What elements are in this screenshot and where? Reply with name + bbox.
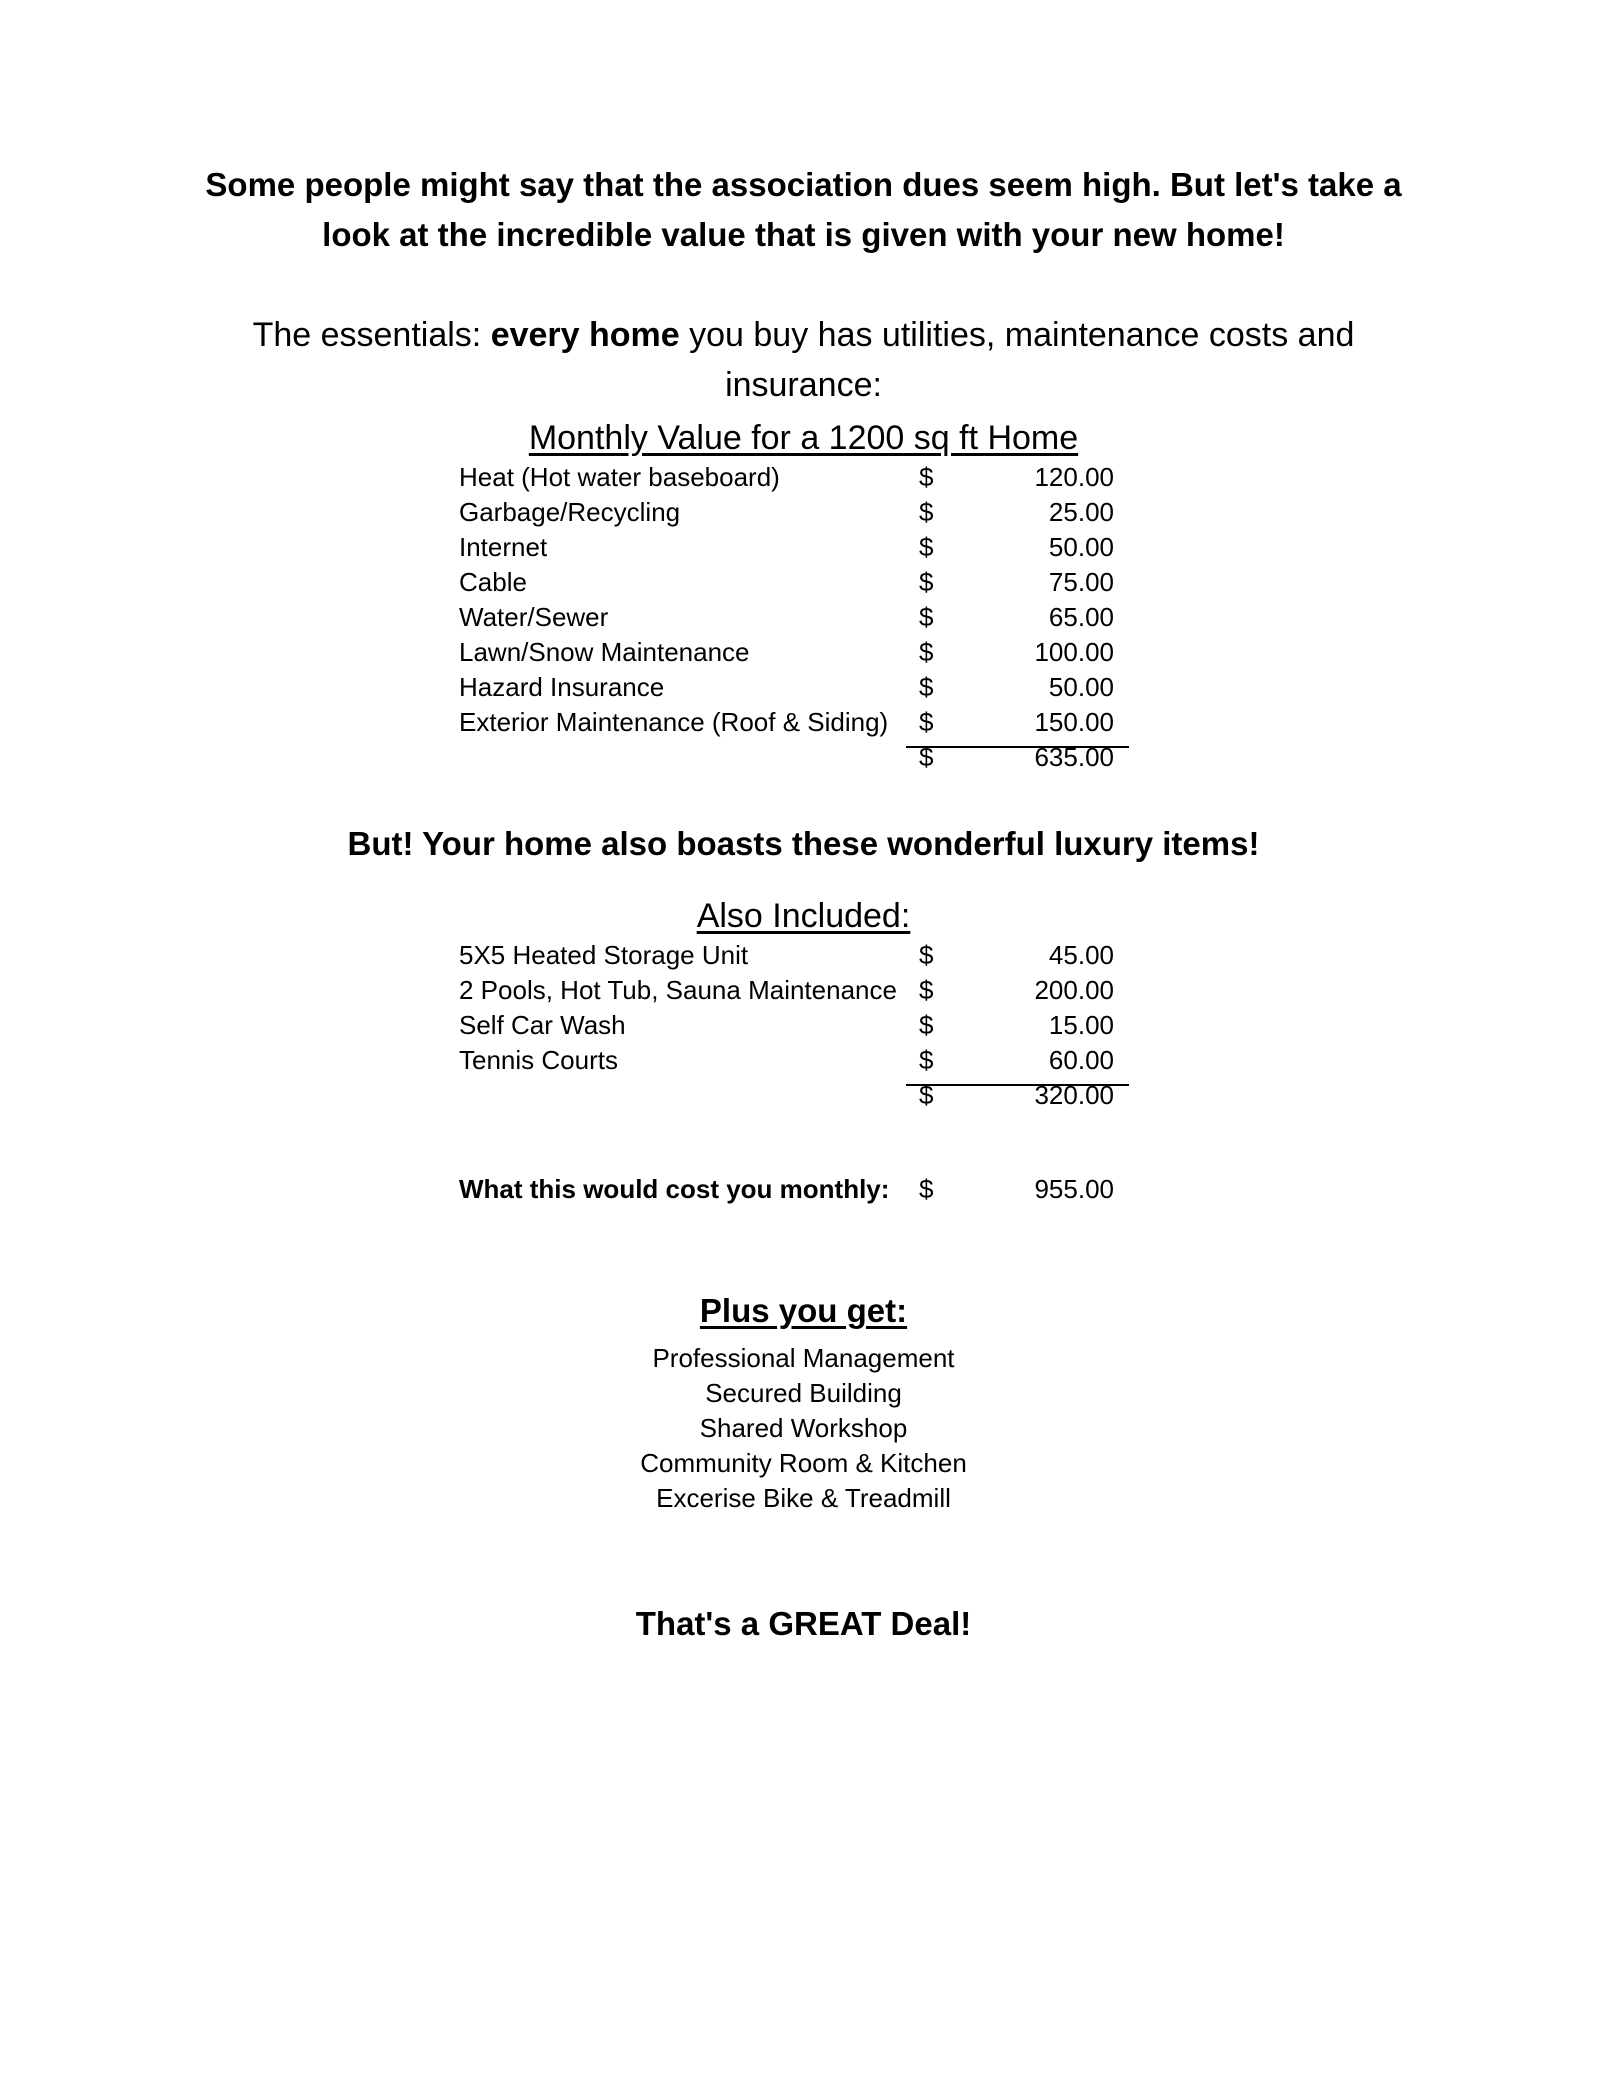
- total-currency: $: [919, 1080, 934, 1110]
- row-currency: $: [919, 1045, 934, 1075]
- row-label: Exterior Maintenance (Roof & Siding): [459, 707, 889, 737]
- row-label: Self Car Wash: [459, 1010, 626, 1040]
- total-amount: 635.00: [1034, 742, 1114, 772]
- total-amount: 320.00: [1034, 1080, 1114, 1110]
- row-currency: $: [919, 567, 934, 597]
- plus-list: [200, 1341, 1407, 1516]
- essentials-bold: every home: [490, 316, 680, 354]
- row-amount: 60.00: [1048, 1045, 1114, 1075]
- row-label: 5X5 Heated Storage Unit: [459, 940, 749, 970]
- table-row: [459, 938, 1129, 973]
- table-row: [459, 1008, 1129, 1043]
- row-amount: 65.00: [1048, 602, 1114, 632]
- closing-headline: That's a GREAT Deal!: [635, 1605, 972, 1642]
- row-currency: $: [919, 707, 934, 737]
- list-item: Community Room & Kitchen: [640, 1448, 967, 1478]
- monthly-value-table: [459, 460, 1129, 775]
- essentials-prefix: The essentials:: [252, 316, 491, 354]
- row-amount: 150.00: [1034, 707, 1114, 737]
- table-row: [459, 600, 1129, 635]
- monthly-cost-label: What this would cost you monthly:: [459, 1174, 890, 1204]
- table-row: [459, 670, 1129, 705]
- table-row: [459, 1043, 1129, 1078]
- row-currency: $: [919, 637, 934, 667]
- row-label: Cable: [459, 567, 527, 597]
- row-currency: $: [919, 1010, 934, 1040]
- list-item: Secured Building: [705, 1378, 902, 1408]
- row-label: Heat (Hot water baseboard): [459, 462, 780, 492]
- row-currency: $: [919, 672, 934, 702]
- row-amount: 25.00: [1048, 497, 1114, 527]
- essentials-suffix: you buy has utilities, maintenance costs and insurance:: [679, 316, 1355, 404]
- table-row: [459, 460, 1129, 495]
- monthly-value-title: Monthly Value for a 1200 sq ft Home: [528, 419, 1079, 457]
- row-currency: $: [919, 497, 934, 527]
- monthly-cost-currency: $: [919, 1174, 934, 1204]
- table-row: [459, 495, 1129, 530]
- plus-you-get-title: Plus you get:: [699, 1292, 908, 1329]
- row-amount: 75.00: [1048, 567, 1114, 597]
- list-item: Shared Workshop: [699, 1413, 908, 1443]
- row-label: Tennis Courts: [459, 1045, 618, 1075]
- row-label: Internet: [459, 532, 548, 562]
- row-label: Water/Sewer: [459, 602, 609, 632]
- list-item: Professional Management: [652, 1343, 955, 1373]
- table-row: [459, 973, 1129, 1008]
- row-amount: 15.00: [1048, 1010, 1114, 1040]
- total-currency: $: [919, 742, 934, 772]
- table-row: [459, 635, 1129, 670]
- also-included-title: Also Included:: [696, 897, 911, 935]
- row-label: Hazard Insurance: [459, 672, 665, 702]
- row-amount: 100.00: [1034, 637, 1114, 667]
- monthly-cost-row: [459, 1172, 1129, 1207]
- total-row: [459, 740, 1129, 775]
- table-row: [459, 530, 1129, 565]
- row-amount: 120.00: [1034, 462, 1114, 492]
- also-included-table: [459, 938, 1129, 1113]
- row-currency: $: [919, 940, 934, 970]
- table-row: [459, 705, 1129, 740]
- table-row: [459, 565, 1129, 600]
- monthly-cost-summary: [459, 1172, 1129, 1207]
- row-amount: 45.00: [1048, 940, 1114, 970]
- row-currency: $: [919, 462, 934, 492]
- intro-headline: Some people might say that the association dues seem high. But let's take a look at the incredible value that is given with your new home!: [205, 166, 1402, 253]
- essentials-paragraph: [200, 310, 1407, 410]
- row-amount: 50.00: [1048, 672, 1114, 702]
- row-label: 2 Pools, Hot Tub, Sauna Maintenance: [459, 975, 897, 1005]
- total-row: [459, 1078, 1129, 1113]
- list-item: Excerise Bike & Treadmill: [656, 1483, 951, 1513]
- row-amount: 50.00: [1048, 532, 1114, 562]
- luxury-headline: But! Your home also boasts these wonderful luxury items!: [347, 825, 1260, 862]
- row-amount: 200.00: [1034, 975, 1114, 1005]
- row-label: Lawn/Snow Maintenance: [459, 637, 750, 667]
- row-currency: $: [919, 975, 934, 1005]
- monthly-cost-amount: 955.00: [1034, 1174, 1114, 1204]
- row-currency: $: [919, 602, 934, 632]
- row-currency: $: [919, 532, 934, 562]
- row-label: Garbage/Recycling: [459, 497, 681, 527]
